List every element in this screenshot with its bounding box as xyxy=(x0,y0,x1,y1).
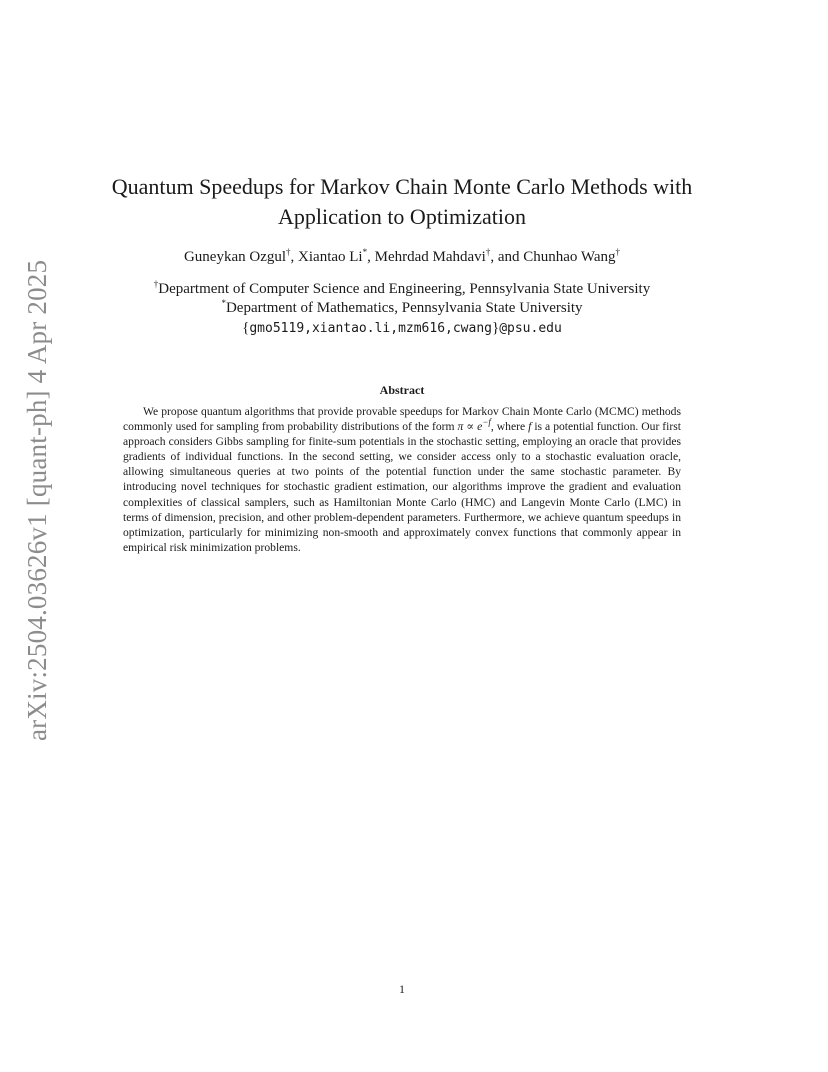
affiliation-mark: * xyxy=(221,298,226,308)
author-list xyxy=(80,246,724,268)
author-affiliation-mark: † xyxy=(615,247,621,257)
affiliation-mark: † xyxy=(153,279,159,289)
abstract-text-part: We propose quantum algorithms that provide provable speedups for Markov Chain Monte Carlo (MCMC) methods commonly used for sampling from probability distributions of the form xyxy=(123,405,681,434)
title-line-2: Application to Optimization xyxy=(277,204,527,229)
affiliation-text: Department of Mathematics, Pennsylvania State University xyxy=(225,300,583,316)
abstract-text-part: is a potential function. Our first approach considers Gibbs sampling for finite-sum potentials in the stochastic setting, employing an oracle that provides gradients of individual functions. In the second setting, we consider access only to a stochastic evaluation oracle, allowing simultaneous queries at two points of the potential function under the same stochastic parameter. By introducing novel techniques for stochastic gradient estimation, our algorithms improve the gradient and evaluation complexities of classical samplers, such as Hamiltonian Monte Carlo (HMC) and Langevin Monte Carlo (LMC) in terms of dimension, precision, and other problem-dependent parameters. Furthermore, we achieve quantum speedups in optimization, particularly for minimizing non-smooth and approximately convex functions that commonly appear in empirical risk minimization problems. xyxy=(123,420,681,554)
author-name: Mehrdad Mahdavi xyxy=(374,249,486,265)
affiliation xyxy=(80,280,724,299)
author-separator: , xyxy=(367,249,375,265)
author-name: Xiantao Li xyxy=(298,249,363,265)
author-name: Guneykan Ozgul xyxy=(183,249,287,265)
author-affiliation-mark: * xyxy=(362,247,368,257)
title-line-1: Quantum Speedups for Markov Chain Monte Carlo Methods with xyxy=(111,174,693,199)
email-domain: @psu.edu xyxy=(499,321,562,336)
math-exponent xyxy=(482,417,491,427)
email-open-brace: { xyxy=(242,320,250,336)
arxiv-identifier-stamp: arXiv:2504.03626v1 [quant-ph] 4 Apr 2025 xyxy=(22,259,52,741)
author-separator: , and xyxy=(490,249,524,265)
math-symbol-f: f xyxy=(528,420,532,434)
affiliation xyxy=(80,299,724,318)
author-affiliation-mark: † xyxy=(286,247,291,257)
author-name: Chunhao Wang xyxy=(523,249,616,265)
math-exponent-text: −f xyxy=(482,417,491,428)
abstract-text xyxy=(123,404,681,555)
page-number: 1 xyxy=(399,982,405,996)
math-symbol-pi: π xyxy=(457,420,464,434)
email-close-brace: } xyxy=(492,320,500,336)
abstract-heading: Abstract xyxy=(379,383,425,397)
math-proportional: ∝ xyxy=(463,420,478,434)
author-separator: , xyxy=(290,249,299,265)
affiliation-text: Department of Computer Science and Engineering, Pennsylvania State University xyxy=(158,281,651,297)
math-symbol-e: e xyxy=(477,420,483,434)
author-affiliation-mark: † xyxy=(485,247,491,257)
email-usernames: gmo5119,xiantao.li,mzm616,cwang xyxy=(249,321,492,336)
author-emails xyxy=(80,318,724,339)
paper-title xyxy=(80,172,724,232)
abstract-text-part: , where xyxy=(490,420,529,434)
